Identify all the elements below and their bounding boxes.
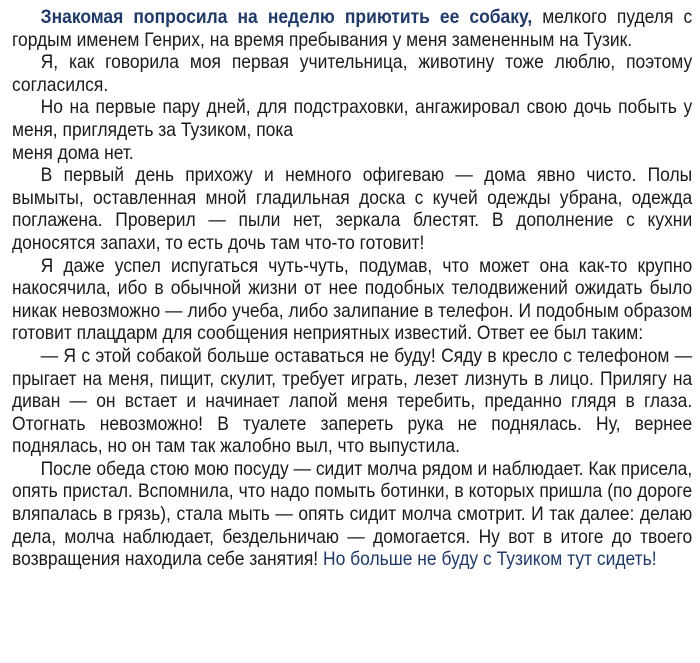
paragraph-first-day bbox=[12, 164, 692, 254]
paragraph-love-animals bbox=[12, 51, 692, 96]
paragraph-daughter bbox=[12, 96, 692, 164]
paragraph-text: Но на первые пару дней, для подстраховки, ангажировал свою дочь побыть у меня, приглядеть за Тузиком, пока bbox=[12, 96, 693, 141]
lead-sentence: Знакомая попросила на неделю приютить ее собаку, bbox=[40, 6, 533, 28]
paragraph-suspicion bbox=[12, 255, 692, 345]
closing-sentence: Но больше не буду с Тузиком тут сидеть! bbox=[322, 548, 657, 571]
paragraph-text: Я даже успел испугаться чуть-чуть, подумав, что может она как-то крупно накосячила, ибо в обычной жизни от нее подобных телодвижений ожидать было никак невозможно — либо учеба, либо залипание в телефон. И подобным образом готовит плацдарм для сообщения неприятных известий. Ответ ее был таким: bbox=[12, 254, 693, 345]
paragraph-text: мелкого пуделя с гордым именем Генрих, на время пребывания у меня замененным на Тузик. bbox=[12, 6, 693, 51]
paragraph-after-lunch bbox=[12, 458, 692, 571]
paragraph-daughter-quote bbox=[12, 345, 692, 458]
paragraph-text: После обеда стою мою посуду — сидит молча рядом и наблюдает. Как присела, опять пристал. Вспомнила, что надо помыть ботинки, в которых пришла (по дороге вляпалась в грязь), стала мыть — опять сидит молча смотрит. И так далее: делаю дела, молча наблюдает, бездельничаю — домогается. Ну вот в итоге до твоего возвращения находила себе занятия! bbox=[12, 457, 693, 571]
story-text bbox=[12, 6, 692, 571]
paragraph-intro bbox=[12, 6, 692, 51]
paragraph-text: Я, как говорила моя первая учительница, животину тоже люблю, поэтому согласился. bbox=[12, 51, 693, 96]
paragraph-text: — Я с этой собакой больше оставаться не буду! Сяду в кресло с телефоном — прыгает на меня, пищит, скулит, требует играть, лезет лизнуть в лицо. Прилягу на диван — он встает и начинает лапой меня теребить, преданно глядя в глаза. Отогнать невозможно! В туалете запереть рука не поднялась. Ну, вернее поднялась, но он там так жалобно выл, что выпустила. bbox=[12, 344, 693, 458]
paragraph-text: В первый день прихожу и немного офигеваю — дома явно чисто. Полы вымыты, оставленная мной гладильная доска с кучей одежды убрана, одежда поглажена. Проверил — пыли нет, зеркала блестят. В дополнение с кухни доносятся запахи, то есть дочь там что-то готовит! bbox=[12, 164, 693, 254]
paragraph-continuation: меня дома нет. bbox=[12, 141, 134, 164]
story-page bbox=[12, 6, 692, 571]
